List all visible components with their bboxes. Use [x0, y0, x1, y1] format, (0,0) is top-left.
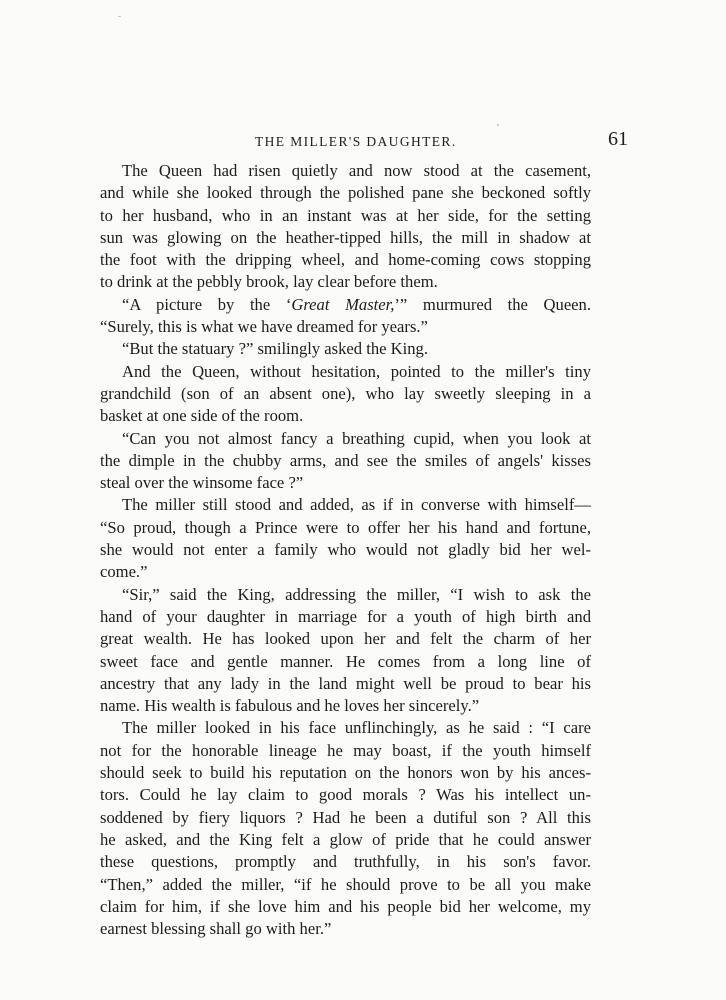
text-line: “A picture by the ‘Great Master,’” murmured the Queen. — [122, 294, 591, 314]
paragraph — [100, 494, 591, 583]
text-line: hand of your daughter in marriage for a youth of high birth and — [100, 606, 591, 626]
paragraph — [100, 361, 591, 428]
running-title: THE MILLER'S DAUGHTER. — [255, 134, 457, 149]
text-line: sun was glowing on the heather-tipped hills, the mill in shadow at — [100, 227, 591, 247]
text-line: tors. Could he lay claim to good morals ? Was his intellect un- — [100, 785, 591, 805]
text-line: claim for him, if she love him and his people bid her welcome, my — [100, 896, 591, 916]
text-line: he asked, and the King felt a glow of pride that he could answer — [100, 829, 591, 849]
text-line: and while she looked through the polished pane she beckoned softly — [100, 183, 591, 203]
text-line: “Can you not almost fancy a breathing cupid, when you look at — [122, 428, 591, 448]
text-line: “Then,” added the miller, “if he should prove to be all you make — [100, 874, 591, 894]
text-line: she would not enter a family who would not gladly bid her wel- — [100, 540, 591, 560]
text-line: steal over the winsome face ?” — [100, 473, 304, 493]
text-line: to her husband, who in an instant was at her side, for the setting — [100, 205, 591, 225]
text-line: basket at one side of the room. — [100, 406, 304, 426]
paragraph — [100, 294, 591, 339]
paragraph — [100, 160, 591, 294]
paragraph — [100, 584, 591, 718]
text-line: “Sir,” said the King, addressing the miller, “I wish to ask the — [122, 584, 591, 604]
text-line: great wealth. He has looked upon her and felt the charm of her — [100, 629, 591, 649]
text-line: “But the statuary ?” smilingly asked the King. — [122, 339, 428, 359]
text-line: The miller looked in his face unflinchingly, as he said : “I care — [122, 718, 591, 738]
text-line: the foot with the dripping wheel, and home-coming cows stopping — [100, 250, 591, 270]
page-header — [100, 128, 628, 156]
text-line: come.” — [100, 562, 148, 582]
paper-speck — [118, 16, 121, 17]
text-line: these questions, promptly and truthfully, in his son's favor. — [100, 852, 591, 872]
text-line: sweet face and gentle manner. He comes from a long line of — [100, 651, 591, 671]
text-line: ancestry that any lady in the land might well be proud to bear his — [100, 673, 591, 693]
paragraph — [100, 717, 591, 940]
page-number: 61 — [608, 128, 628, 150]
text-line: earnest blessing shall go with her.” — [100, 919, 332, 939]
text-line: should seek to build his reputation on the honors won by his ances- — [100, 763, 591, 783]
paper-speck — [497, 124, 499, 126]
paragraph — [100, 428, 591, 495]
text-line: The miller still stood and added, as if in converse with himself— — [122, 495, 591, 515]
text-line: grandchild (son of an absent one), who lay sweetly sleeping in a — [100, 383, 591, 403]
text-line: to drink at the pebbly brook, lay clear before them. — [100, 272, 438, 292]
text-line: The Queen had risen quietly and now stood at the casement, — [122, 161, 591, 180]
text-line: not for the honorable lineage he may boast, if the youth himself — [100, 740, 591, 760]
text-line: “Surely, this is what we have dreamed for years.” — [100, 317, 428, 337]
body-text — [100, 160, 591, 940]
text-line: And the Queen, without hesitation, pointed to the miller's tiny — [122, 361, 591, 381]
text-line: name. His wealth is fabulous and he loves her sincerely.” — [100, 696, 480, 716]
text-line: “So proud, though a Prince were to offer her his hand and fortune, — [100, 517, 591, 537]
paragraph — [100, 338, 591, 360]
text-line: the dimple in the chubby arms, and see the smiles of angels' kisses — [100, 450, 591, 470]
text-line: soddened by fiery liquors ? Had he been a dutiful son ? All this — [100, 807, 591, 827]
